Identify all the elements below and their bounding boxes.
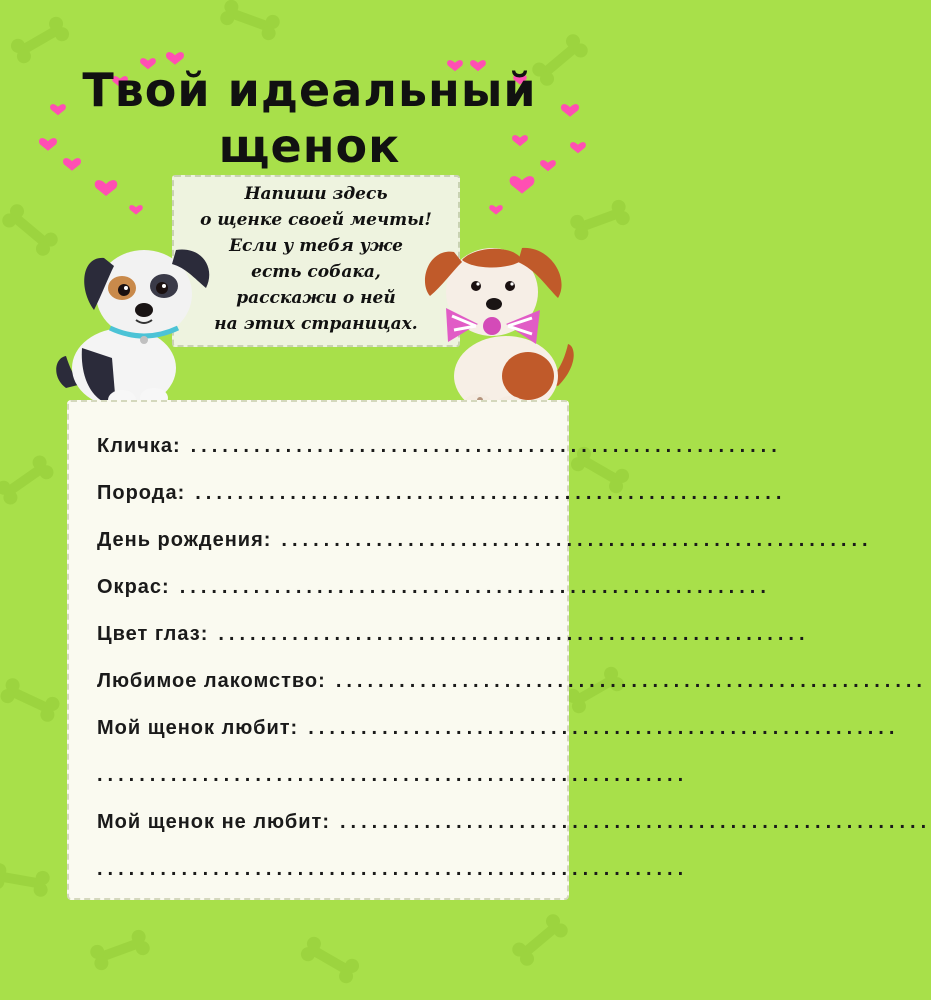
field-label: Цвет глаз:	[97, 623, 209, 645]
field-label: Кличка:	[97, 435, 181, 457]
fill-in-line[interactable]: ........................................................	[339, 811, 931, 833]
field-label: День рождения:	[97, 529, 272, 551]
page-title	[0, 62, 619, 174]
field-birthday[interactable]	[97, 526, 873, 554]
fill-in-line[interactable]: ........................................................	[335, 670, 927, 692]
heart-icon	[510, 176, 535, 193]
fill-in-line[interactable]: ........................................................	[97, 858, 689, 880]
instruction-note	[172, 175, 460, 347]
heart-icon	[489, 205, 503, 215]
heart-icon	[95, 180, 118, 196]
fill-in-line[interactable]: ........................................................	[281, 529, 873, 551]
field-favorite-treat[interactable]	[97, 667, 927, 695]
field-dislikes-continued[interactable]	[97, 855, 689, 883]
note-line: на этих страницах.	[214, 314, 418, 334]
field-label: Порода:	[97, 482, 186, 504]
fill-in-line[interactable]: ........................................................	[195, 482, 787, 504]
note-line: о щенке своей мечты!	[200, 210, 432, 230]
puppy-profile-card	[67, 400, 931, 900]
field-eye-color[interactable]	[97, 620, 810, 648]
field-label: Окрас:	[97, 576, 170, 598]
field-label: Мой щенок не любит:	[97, 811, 330, 833]
field-likes-continued[interactable]	[97, 761, 689, 789]
note-line: Если у тебя уже	[229, 236, 403, 256]
fill-in-line[interactable]: ........................................................	[179, 576, 771, 598]
field-label: Любимое лакомство:	[97, 670, 326, 692]
fill-in-line[interactable]: ........................................................	[97, 764, 689, 786]
field-label: Мой щенок любит:	[97, 717, 299, 739]
field-breed[interactable]	[97, 479, 787, 507]
field-likes[interactable]	[97, 714, 900, 742]
field-name[interactable]	[97, 432, 782, 460]
field-color[interactable]	[97, 573, 771, 601]
fill-in-line[interactable]: ........................................................	[218, 623, 810, 645]
puppy-left	[52, 228, 212, 418]
fill-in-line[interactable]: ........................................................	[308, 717, 900, 739]
field-dislikes[interactable]	[97, 808, 931, 836]
title-line-2: щенок	[218, 119, 401, 173]
heart-icon	[129, 205, 143, 215]
fill-in-line[interactable]: ........................................................	[190, 435, 782, 457]
note-line: есть собака,	[251, 262, 381, 282]
title-line-1: Твой идеальный	[82, 63, 537, 117]
note-line: расскажи о ней	[236, 288, 396, 308]
note-line: Напиши здесь	[244, 184, 388, 204]
puppy-right	[418, 226, 578, 422]
